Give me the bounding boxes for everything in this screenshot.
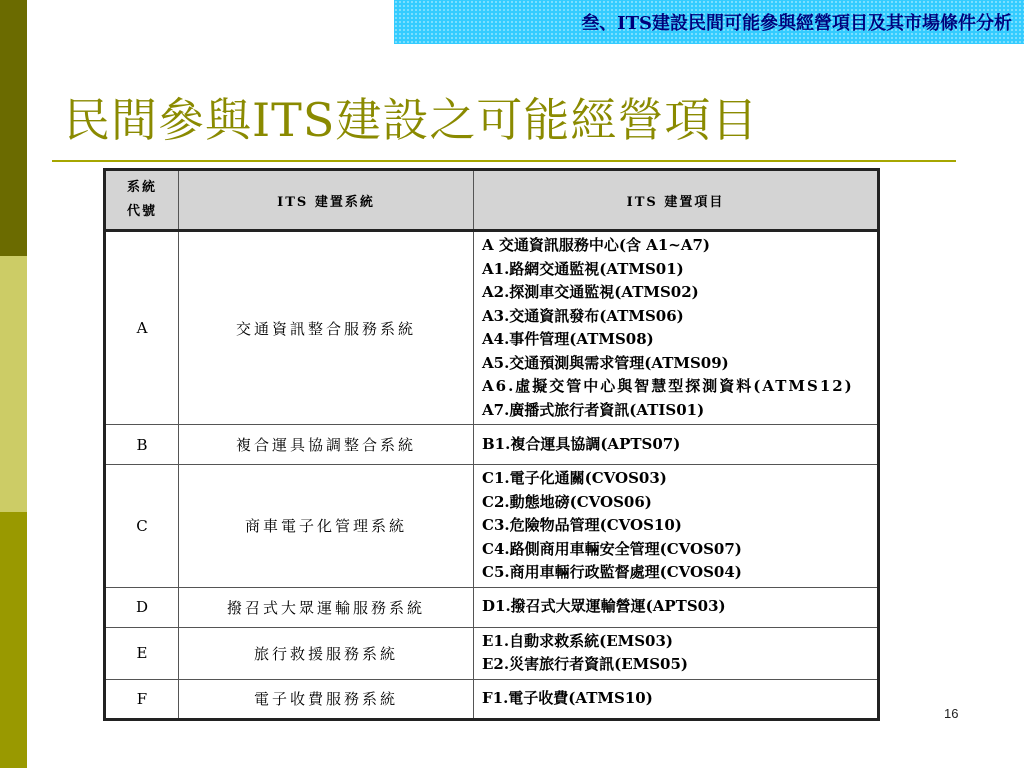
header-system-code: 系統 代號	[105, 170, 179, 231]
item-line: D1.撥召式大眾運輸營運(APTS03)	[482, 597, 726, 616]
item-line: A2.探測車交通監視(ATMS02)	[482, 283, 699, 301]
row-code: C	[105, 465, 179, 588]
row-system: 複合運具協調整合系統	[179, 425, 474, 465]
row-system: 商車電子化管理系統	[179, 465, 474, 588]
item-line: B1.複合運具協調(APTS07)	[482, 434, 681, 453]
item-line-text: A6.虛擬交管中心與智慧型探測資料(ATMS12)	[482, 377, 854, 395]
sidebar-bar-bottom	[0, 512, 27, 768]
row-items	[474, 425, 879, 465]
item-line: E2.災害旅行者資訊(EMS05)	[482, 655, 689, 673]
item-line: A5.交通預測與需求管理(ATMS09)	[482, 353, 729, 372]
table-row	[105, 231, 879, 425]
slide-title: 民間參與ITS建設之可能經營項目	[64, 93, 759, 147]
row-items	[474, 587, 879, 627]
item-line: C4.路側商用車輛安全管理(CVOS07)	[482, 539, 742, 558]
row-system: 交通資訊整合服務系統	[179, 231, 474, 425]
row-items	[474, 679, 879, 719]
sidebar-bar-middle	[0, 256, 27, 512]
item-line: A3.交通資訊發布(ATMS06)	[482, 306, 684, 325]
title-divider	[52, 160, 956, 162]
section-banner: 叁、ITS建設民間可能參與經營項目及其市場條件分析	[392, 0, 1024, 44]
row-items	[474, 627, 879, 679]
item-line: F1.電子收費(ATMS10)	[482, 688, 653, 707]
row-code: F	[105, 679, 179, 719]
header-its-system: ITS 建置系統	[179, 170, 474, 231]
table-row	[105, 679, 879, 719]
sidebar-bar-top	[0, 0, 27, 256]
row-system: 電子收費服務系統	[179, 679, 474, 719]
row-code: E	[105, 627, 179, 679]
item-line: A 交通資訊服務中心(含 A1~A7)	[482, 236, 710, 254]
header-its-items: ITS 建置項目	[474, 170, 879, 231]
row-code: A	[105, 231, 179, 425]
item-line: C3.危險物品管理(CVOS10)	[482, 516, 682, 534]
row-system: 旅行救援服務系統	[179, 627, 474, 679]
item-line: C5.商用車輛行政監督處理(CVOS04)	[482, 563, 742, 581]
table-row	[105, 425, 879, 465]
row-code: B	[105, 425, 179, 465]
item-line: E1.自動求救系統(EMS03)	[482, 631, 674, 650]
its-items-table	[103, 168, 880, 721]
item-line: C2.動態地磅(CVOS06)	[482, 492, 652, 511]
item-line: C1.電子化通關(CVOS03)	[482, 469, 667, 487]
table-row	[105, 465, 879, 588]
item-line: A4.事件管理(ATMS08)	[482, 330, 654, 348]
item-line: A1.路網交通監視(ATMS01)	[482, 259, 684, 278]
table-row	[105, 627, 879, 679]
row-code: D	[105, 587, 179, 627]
page-number: 16	[944, 706, 959, 721]
row-items	[474, 465, 879, 588]
table-header-row	[105, 170, 879, 231]
row-system: 撥召式大眾運輸服務系統	[179, 587, 474, 627]
item-line	[482, 375, 869, 399]
row-items	[474, 231, 879, 425]
table-row	[105, 587, 879, 627]
item-line: A7.廣播式旅行者資訊(ATIS01)	[482, 400, 705, 419]
